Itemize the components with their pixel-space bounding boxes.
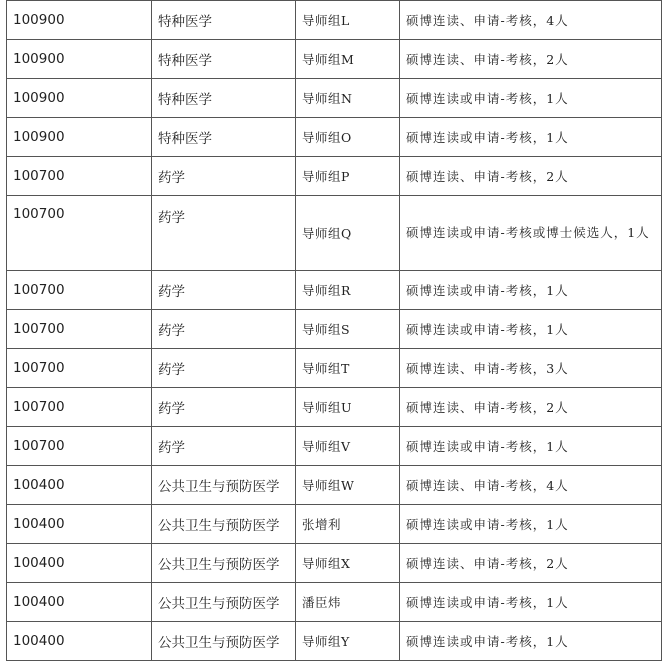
admission-method-cell: 硕博连读、申请-考核，4人	[400, 466, 662, 505]
major-name-cell: 药学	[152, 310, 296, 349]
admission-method-cell: 硕博连读或申请-考核，1人	[400, 583, 662, 622]
major-name-cell: 特种医学	[152, 118, 296, 157]
major-code-cell: 100400	[7, 622, 152, 661]
table-row	[7, 118, 662, 157]
table-row	[7, 544, 662, 583]
major-code-cell: 100700	[7, 388, 152, 427]
major-code-cell: 100700	[7, 427, 152, 466]
table-row	[7, 157, 662, 196]
admission-method-cell: 硕博连读或申请-考核，1人	[400, 622, 662, 661]
table-row	[7, 388, 662, 427]
table-row	[7, 349, 662, 388]
major-code-cell: 100400	[7, 583, 152, 622]
major-name-cell: 公共卫生与预防医学	[152, 622, 296, 661]
major-name-cell: 药学	[152, 388, 296, 427]
major-name-cell: 公共卫生与预防医学	[152, 466, 296, 505]
table-row	[7, 1, 662, 40]
admission-method-cell: 硕博连读、申请-考核，3人	[400, 349, 662, 388]
major-name-cell: 药学	[152, 271, 296, 310]
admission-method-cell: 硕博连读或申请-考核，1人	[400, 271, 662, 310]
supervisor-cell: 导师组W	[296, 466, 400, 505]
major-code-cell: 100900	[7, 40, 152, 79]
supervisor-cell: 导师组L	[296, 1, 400, 40]
major-name-cell: 药学	[152, 196, 296, 271]
major-name-cell: 特种医学	[152, 1, 296, 40]
major-name-cell: 药学	[152, 157, 296, 196]
admission-method-cell: 硕博连读或申请-考核，1人	[400, 118, 662, 157]
supervisor-cell: 导师组U	[296, 388, 400, 427]
admission-method-cell: 硕博连读或申请-考核，1人	[400, 310, 662, 349]
major-code-cell: 100400	[7, 544, 152, 583]
table-row	[7, 79, 662, 118]
supervisor-cell: 导师组T	[296, 349, 400, 388]
supervisor-cell: 导师组Y	[296, 622, 400, 661]
major-code-cell: 100400	[7, 466, 152, 505]
table-row	[7, 466, 662, 505]
table-row	[7, 271, 662, 310]
supervisor-cell: 导师组S	[296, 310, 400, 349]
supervisor-cell: 张增利	[296, 505, 400, 544]
admission-method-cell: 硕博连读、申请-考核，2人	[400, 388, 662, 427]
supervisor-cell: 导师组N	[296, 79, 400, 118]
table-row	[7, 622, 662, 661]
major-code-cell: 100900	[7, 79, 152, 118]
major-name-cell: 特种医学	[152, 79, 296, 118]
major-code-cell: 100700	[7, 310, 152, 349]
table-row	[7, 40, 662, 79]
supervisor-cell: 潘臣炜	[296, 583, 400, 622]
major-code-cell: 100700	[7, 271, 152, 310]
admission-method-cell: 硕博连读或申请-考核或博士候选人，1人	[400, 196, 662, 271]
table-row	[7, 310, 662, 349]
supervisor-cell: 导师组O	[296, 118, 400, 157]
major-code-cell: 100700	[7, 349, 152, 388]
supervisor-cell: 导师组M	[296, 40, 400, 79]
major-name-cell: 药学	[152, 349, 296, 388]
major-code-cell: 100900	[7, 1, 152, 40]
major-name-cell: 公共卫生与预防医学	[152, 544, 296, 583]
admission-method-cell: 硕博连读或申请-考核，1人	[400, 427, 662, 466]
major-code-cell: 100700	[7, 196, 152, 271]
admission-method-cell: 硕博连读或申请-考核，1人	[400, 79, 662, 118]
supervisor-cell: 导师组V	[296, 427, 400, 466]
admission-method-cell: 硕博连读、申请-考核，2人	[400, 40, 662, 79]
major-code-cell: 100900	[7, 118, 152, 157]
admission-method-cell: 硕博连读、申请-考核，2人	[400, 157, 662, 196]
supervisor-cell: 导师组R	[296, 271, 400, 310]
major-name-cell: 公共卫生与预防医学	[152, 583, 296, 622]
major-name-cell: 特种医学	[152, 40, 296, 79]
supervisor-cell: 导师组X	[296, 544, 400, 583]
table-row	[7, 427, 662, 466]
enrollment-table	[6, 0, 662, 661]
major-code-cell: 100700	[7, 157, 152, 196]
admission-method-cell: 硕博连读或申请-考核，1人	[400, 505, 662, 544]
major-name-cell: 公共卫生与预防医学	[152, 505, 296, 544]
table-row	[7, 196, 662, 271]
table-row	[7, 583, 662, 622]
supervisor-cell: 导师组Q	[296, 196, 400, 271]
table-row	[7, 505, 662, 544]
admission-method-cell: 硕博连读、申请-考核，2人	[400, 544, 662, 583]
major-name-cell: 药学	[152, 427, 296, 466]
supervisor-cell: 导师组P	[296, 157, 400, 196]
major-code-cell: 100400	[7, 505, 152, 544]
admission-method-cell: 硕博连读、申请-考核，4人	[400, 1, 662, 40]
